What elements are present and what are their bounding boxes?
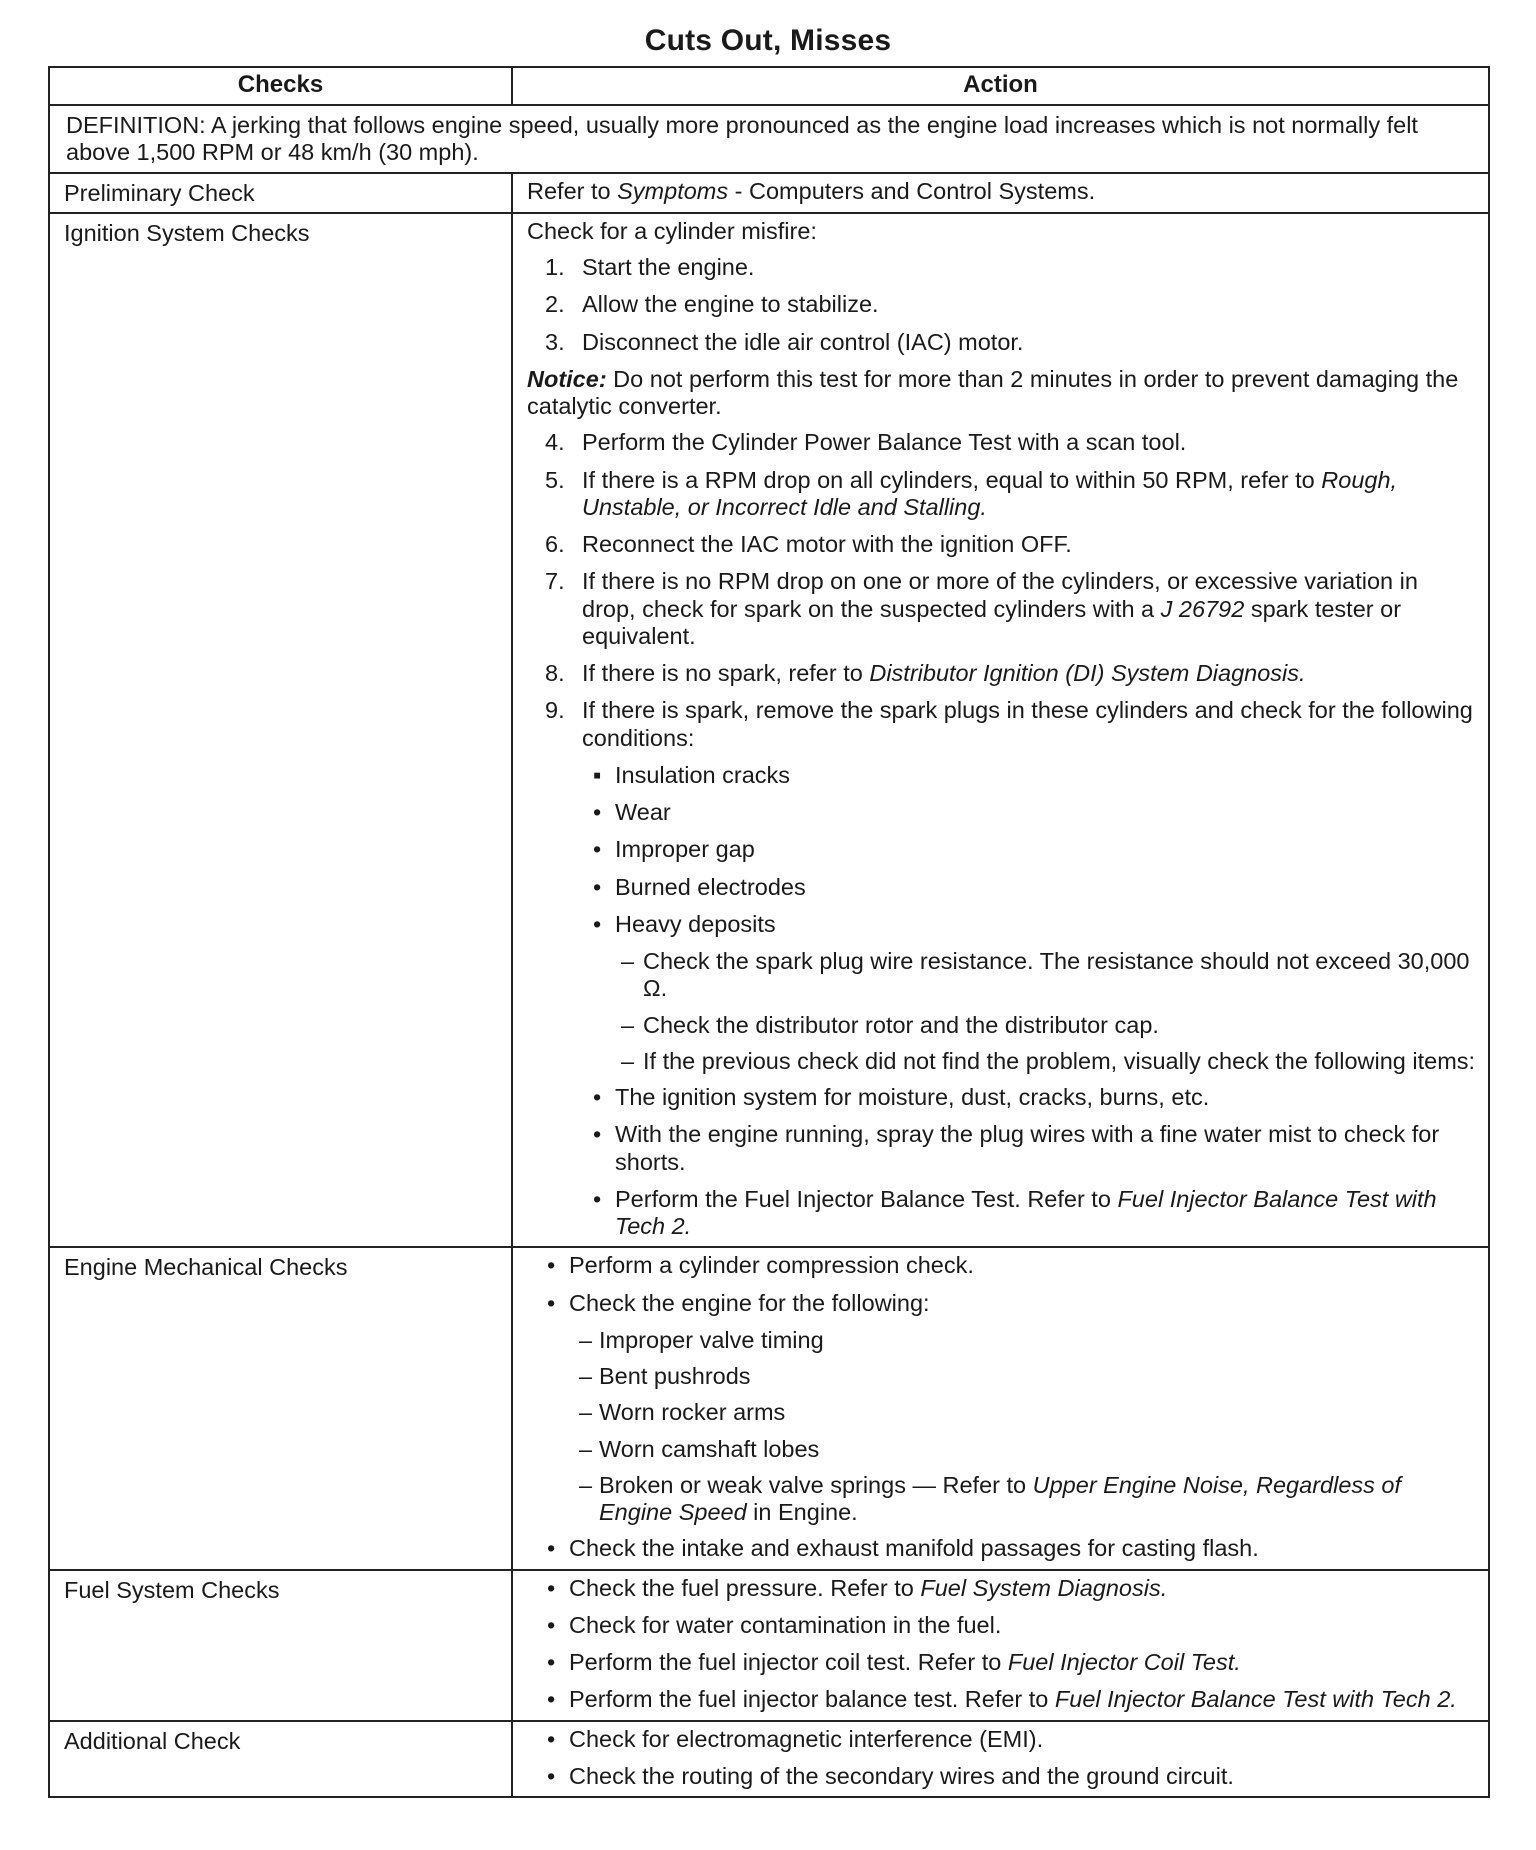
list-item: – Worn rocker arms bbox=[579, 1399, 786, 1426]
list-item: 6. Reconnect the IAC motor with the ignition OFF. bbox=[545, 531, 1072, 557]
ignition-intro: Check for a cylinder misfire: bbox=[527, 217, 817, 244]
list-item: • Check for electromagnetic interference (EMI). bbox=[547, 1725, 1044, 1752]
step-text: Reconnect the IAC motor with the ignition OFF. bbox=[582, 531, 1072, 557]
additional-check-action bbox=[512, 1721, 1489, 1798]
engine-checks-label: Engine Mechanical Checks bbox=[49, 1247, 512, 1569]
di-diagnosis-reference: Distributor Ignition (DI) System Diagnosis. bbox=[869, 660, 1306, 686]
list-item: • Perform a cylinder compression check. bbox=[547, 1252, 974, 1279]
list-item: ▪ Insulation cracks bbox=[593, 761, 791, 788]
page-title: Cuts Out, Misses bbox=[644, 24, 892, 57]
list-item: 1. Start the engine. bbox=[545, 254, 755, 280]
checks-header: Checks bbox=[49, 67, 512, 105]
list-item: – Check the spark plug wire resistance. The resistance should not exceed 30,000 Ω. bbox=[621, 948, 1470, 1002]
list-item: • The ignition system for moisture, dust, cracks, burns, etc. bbox=[593, 1084, 1210, 1110]
table-row bbox=[49, 213, 1489, 1248]
list-item: • Check the routing of the secondary wires and the ground circuit. bbox=[547, 1762, 1234, 1789]
step-text: Disconnect the idle air control (IAC) motor. bbox=[582, 328, 1024, 355]
list-item: • Check the engine for the following: bbox=[547, 1289, 930, 1316]
definition-text: DEFINITION: A jerking that follows engine speed, usually more pronounced as the engine load increases which is not normally felt above 1,500 RPM or 48 km/h (30 mph). bbox=[49, 105, 1489, 173]
action-header: Action bbox=[512, 67, 1489, 105]
step-text: If there is a RPM drop on all cylinders, equal to within 50 RPM, refer to bbox=[582, 466, 1322, 493]
table-row bbox=[49, 1721, 1489, 1798]
preliminary-check-label: Preliminary Check bbox=[49, 173, 512, 213]
list-item: – Worn camshaft lobes bbox=[579, 1435, 820, 1462]
step-text: If there is no RPM drop on one or more of the cylinders, or excessive variation in drop, check for spark on the suspected cylinders with a bbox=[582, 568, 1418, 622]
step-text: Start the engine. bbox=[582, 254, 755, 280]
notice-label: Notice: bbox=[527, 365, 607, 392]
upper-engine-noise-reference: Upper Engine Noise, Regardless of Engine Speed bbox=[599, 1471, 1402, 1525]
header-row bbox=[49, 67, 1489, 105]
table-row bbox=[49, 173, 1489, 213]
list-item: • Improper gap bbox=[593, 836, 755, 863]
list-item: • Perform the Fuel Injector Balance Test. Refer to Fuel Injector Balance Test with Tech 2. bbox=[593, 1185, 1437, 1239]
fuel-diagnosis-reference: Fuel System Diagnosis. bbox=[920, 1574, 1168, 1601]
notice bbox=[527, 366, 1478, 421]
list-item: 7. If there is no RPM drop on one or more of the cylinders, or excessive variation in drop, check for spark on the suspected cylinders with a J 26792 spark tester or equivalent. bbox=[545, 568, 1418, 649]
rough-idle-reference: Rough, Unstable, or Incorrect Idle and Stalling. bbox=[582, 466, 1398, 520]
additional-check-label: Additional Check bbox=[49, 1721, 512, 1798]
list-item: 4. Perform the Cylinder Power Balance Test with a scan tool. bbox=[545, 429, 1187, 456]
list-item: • Check the intake and exhaust manifold passages for casting flash. bbox=[547, 1535, 1259, 1562]
table-row bbox=[49, 1247, 1489, 1569]
list-item: • Burned electrodes bbox=[593, 873, 806, 900]
step-text: If there is no spark, refer to bbox=[582, 660, 870, 686]
table-row bbox=[49, 1570, 1489, 1721]
engine-checks-action bbox=[512, 1247, 1489, 1569]
coil-test-reference: Fuel Injector Coil Test. bbox=[1007, 1649, 1241, 1675]
balance-test-reference: Fuel Injector Balance Test with Tech 2. bbox=[1054, 1686, 1457, 1713]
list-item: 2. Allow the engine to stabilize. bbox=[545, 291, 879, 318]
symptoms-reference: Symptoms bbox=[617, 177, 729, 204]
list-item: 8. If there is no spark, refer to Distributor Ignition (DI) System Diagnosis. bbox=[545, 660, 1306, 686]
list-item: • Wear bbox=[593, 799, 671, 825]
ignition-checks-action bbox=[512, 213, 1489, 1248]
action-text: - Computers and Control Systems. bbox=[728, 177, 1096, 204]
list-item: – Improper valve timing bbox=[579, 1326, 824, 1353]
step-text: Allow the engine to stabilize. bbox=[582, 291, 879, 318]
action-text: Refer to bbox=[527, 177, 618, 204]
list-item: – Check the distributor rotor and the distributor cap. bbox=[621, 1011, 1159, 1038]
list-item: 5. If there is a RPM drop on all cylinders, equal to within 50 RPM, refer to Rough, Unstable, or Incorrect Idle and Stalling. bbox=[545, 466, 1398, 520]
balance-test-reference: Fuel Injector Balance Test with Tech 2. bbox=[615, 1185, 1437, 1239]
list-item: • Heavy deposits bbox=[593, 910, 776, 937]
list-item: 3. Disconnect the idle air control (IAC) motor. bbox=[545, 328, 1024, 355]
definition-row bbox=[49, 105, 1489, 173]
diagnostic-table bbox=[48, 66, 1490, 1798]
list-item: – Broken or weak valve springs — Refer to Upper Engine Noise, Regardless of Engine Speed in Engine. bbox=[579, 1471, 1402, 1525]
preliminary-check-action bbox=[512, 173, 1489, 213]
list-item: – If the previous check did not find the problem, visually check the following items: bbox=[621, 1047, 1476, 1074]
ignition-checks-label: Ignition System Checks bbox=[49, 213, 512, 1248]
step-text: spark tester or equivalent. bbox=[582, 595, 1402, 649]
list-item: 9. If there is spark, remove the spark plugs in these cylinders and check for the following conditions: bbox=[545, 697, 1473, 751]
list-item: • Perform the fuel injector balance test. Refer to Fuel Injector Balance Test with Tech 2. bbox=[547, 1686, 1457, 1713]
fuel-checks-action bbox=[512, 1570, 1489, 1721]
step-text: Perform the Cylinder Power Balance Test with a scan tool. bbox=[582, 429, 1187, 456]
notice-text: Do not perform this test for more than 2 minutes in order to prevent damaging the catalytic converter. bbox=[527, 365, 1459, 419]
list-item: – Bent pushrods bbox=[579, 1363, 751, 1389]
list-item: • Perform the fuel injector coil test. Refer to Fuel Injector Coil Test. bbox=[547, 1649, 1241, 1675]
fuel-checks-label: Fuel System Checks bbox=[49, 1570, 512, 1721]
list-item: • Check for water contamination in the fuel. bbox=[547, 1611, 1002, 1638]
step-text: If there is spark, remove the spark plugs in these cylinders and check for the following conditions: bbox=[582, 697, 1473, 751]
list-item: • With the engine running, spray the plug wires with a fine water mist to check for shorts. bbox=[593, 1121, 1440, 1175]
list-item: • Check the fuel pressure. Refer to Fuel System Diagnosis. bbox=[547, 1574, 1168, 1601]
tool-reference: J 26792 bbox=[1160, 595, 1245, 622]
